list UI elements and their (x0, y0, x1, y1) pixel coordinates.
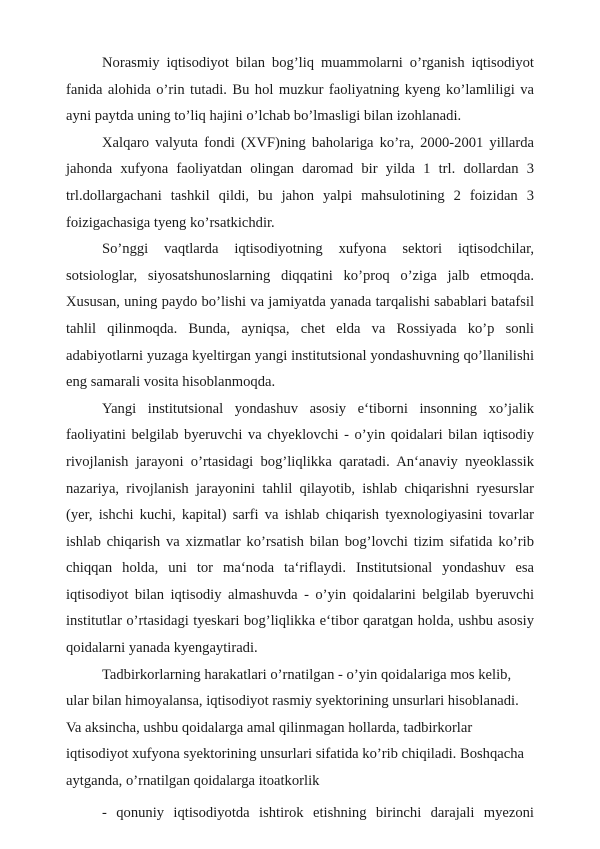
paragraph-1: Norasmiy iqtisodiyot bilan bog’liq muammolarni o’rganish iqtisodiyot fanida alohida o’rin tutadi. Bu hol muzkur faoliyatning kyeng ko’lamliligi va ayni paytda uning to’liq hajini o’lchab bo’lmasligi bilan izohlanadi. (66, 55, 534, 125)
paragraph-5: Tadbirkorlarning harakatlari o’rnatilgan - o’yin qoidalariga mos kelib, ular bilan himoyalansa, iqtisodiyot rasmiy syektorining unsurlari hisoblanadi. Va aksincha, ushbu qoidalarga amal qilinmagan hollarda, tadbirkorlar iqtisodiyot xufyona syektorining unsurlari sifatida ko’rib chiqiladi. Boshqacha aytganda, o’rnatilgan qoidalarga itoatkorlik (66, 666, 525, 790)
paragraph-2: Xalqaro valyuta fondi (XVF)ning baholariga ko’ra, 2000-2001 yillarda jahonda xufyona faoliyatdan olingan daromad bir yilda 1 trl. dollardan 3 trl.dollargachani tashkil qildi, bu jahon yalpi mahsulotining 2 foizidan 3 foizigachasiga tyeng ko’rsatkichdir. (66, 134, 534, 231)
list-item: - qonuniy iqtisodiyotda ishtirok etishning birinchi darajali myezoni (102, 804, 534, 821)
paragraph-4: Yangi institutsional yondashuv asosiy e‘tiborni insonning xo’jalik faoliyatini belgilab byeruvchi va chyeklovchi - o’yin qoidalari bilan iqtisodiy rivojlanish jarayoni o’rtasidagi bog’liqlikka qaratadi. An‘anaviy nyeoklassik nazariya, rivojlanish jarayonini tahlil qilayotib, ishlab chiqarishni ryesurslar (yer, ishchi kuchi, kapital) sarfi va ishlab chiqarish tyexnologiyasini tovarlar ishlab chiqarish va xizmatlar ko’rsatish bilan bog’lovchi tizim sifatida ko’rib chiqqan holda, uni tor ma‘noda ta‘riflaydi. Institutsional yondashuv esa iqtisodiyot bilan iqtisodiy almashuvda - o’yin qoidalarini belgilab byeruvchi institutlar o’rtasidagi tyeskari bog’liqlikka e‘tibor qaratgan holda, ushbu asosiy qoidalarni yanada kyengaytiradi. (66, 400, 534, 657)
paragraph-3: So’nggi vaqtlarda iqtisodiyotning xufyona sektori iqtisodchilar, sotsiologlar, siyosatshunoslarning diqqatini ko’proq o’ziga jalb etmoqda. Xususan, uning paydo bo’lishi va jamiyatda yanada tarqalishi sabablari batafsil tahlil qilinmoqda. Bunda, ayniqsa, chet elda va Rossiyada ko’p sonli adabiyotlarni yuzaga kyeltirgan yangi institutsional yondashuvning qo’llanilishi eng samarali vosita hisoblanmoqda. (66, 241, 534, 391)
